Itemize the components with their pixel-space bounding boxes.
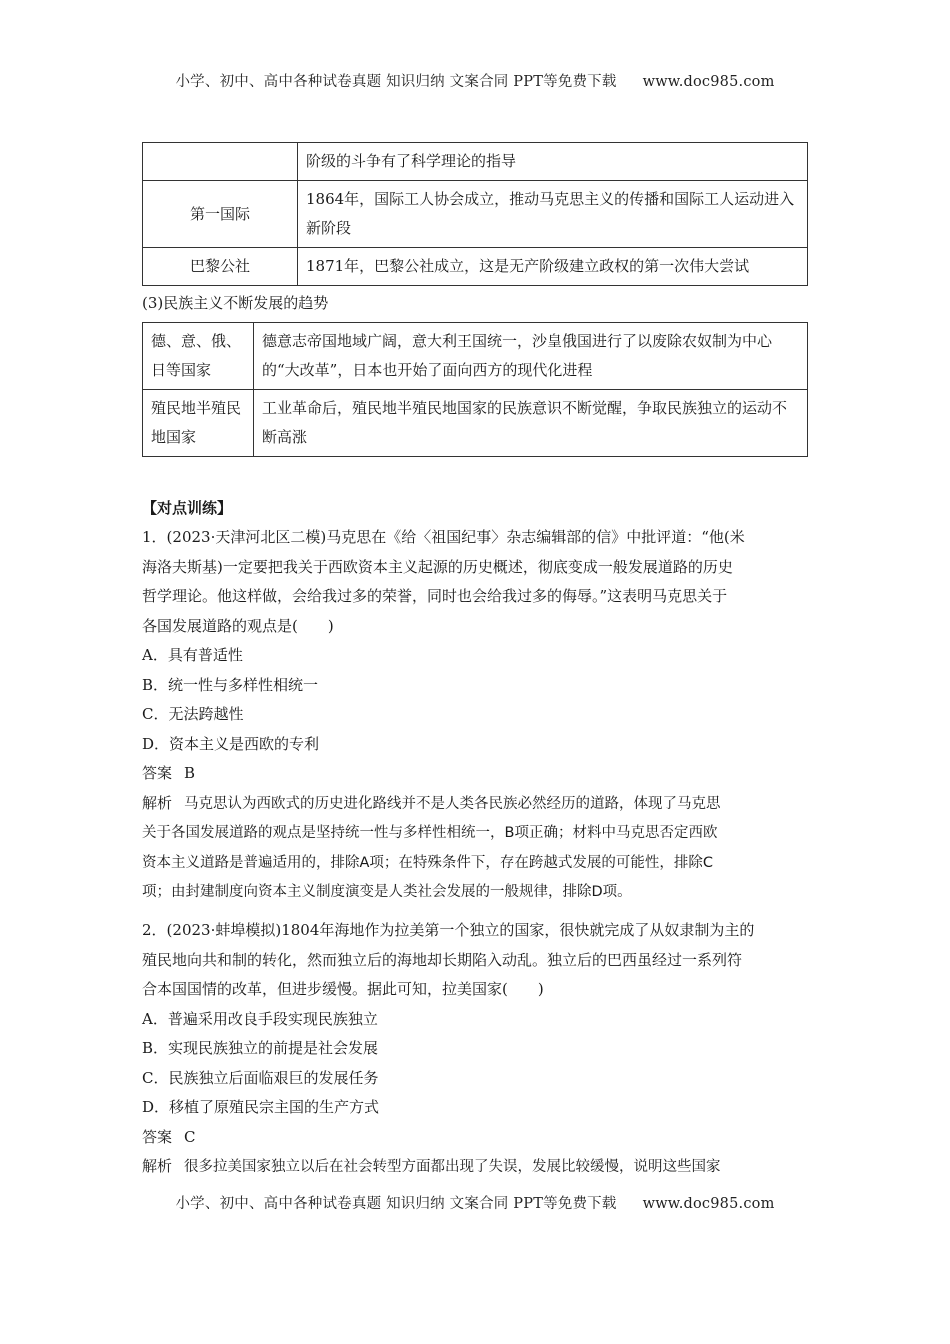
option-d: D．资本主义是西欧的专利 <box>142 734 320 753</box>
table-cell-content: 德意志帝国地域广阔，意大利王国统一，沙皇俄国进行了以废除农奴制为中心的“大改革”，日本也开始了面向西方的现代化进程 <box>254 323 808 390</box>
option-b: B．统一性与多样性相统一 <box>142 675 319 694</box>
option-d: D．移植了原殖民宗主国的生产方式 <box>142 1098 380 1116</box>
section-title: (3)民族主义不断发展的趋势 <box>142 294 329 312</box>
question-stem-line: 哲学理论。他这样做，会给我过多的荣誉，同时也会给我过多的侮辱。”这表明马克思关于 <box>142 587 728 605</box>
table-cell-label: 巴黎公社 <box>143 248 298 286</box>
option-c: C．民族独立后面临艰巨的发展任务 <box>142 1068 379 1087</box>
table-cell-content: 工业革命后，殖民地半殖民地国家的民族意识不断觉醒，争取民族独立的运动不断高涨 <box>254 390 808 457</box>
table-row <box>143 248 808 286</box>
analysis-label: 解析 <box>142 793 173 812</box>
table-row <box>143 323 808 390</box>
workers-movement-table <box>142 142 808 286</box>
table-cell-content: 1864年，国际工人协会成立，推动马克思主义的传播和国际工人运动进入新阶段 <box>298 181 808 248</box>
question-stem-line: 海洛夫斯基)一定要把我关于西欧资本主义起源的历史概述，彻底变成一般发展道路的历史 <box>142 557 733 576</box>
analysis-text: 很多拉美国家独立以后在社会转型方面都出现了失误，发展比较缓慢，说明这些国家 <box>184 1159 721 1175</box>
option-a: A．具有普适性 <box>142 646 243 664</box>
analysis-label: 解析 <box>142 1157 173 1175</box>
answer-line <box>142 1123 812 1153</box>
analysis-text: 关于各国发展道路的观点是坚持统一性与多样性相统一，B项正确；材料中马克思否定西欧 <box>142 825 718 841</box>
question-stem-line: 1．(2023·天津河北区二模)马克思在《给〈祖国纪事〉杂志编辑部的信》中批评道：“他(米 <box>142 528 745 546</box>
table-cell-content: 阶级的斗争有了科学理论的指导 <box>298 143 808 181</box>
table-row <box>143 181 808 248</box>
table-cell-label <box>143 143 298 181</box>
answer-value: B <box>184 764 196 782</box>
nationalism-table <box>142 322 808 457</box>
table-cell-label: 第一国际 <box>143 181 298 248</box>
answer-label: 答案 <box>142 1127 173 1146</box>
table-row <box>143 390 808 457</box>
table-cell-label: 德、意、俄、日等国家 <box>143 323 254 390</box>
footer-url: www.doc985.com <box>642 1196 775 1212</box>
analysis-text: 资本主义道路是普遍适用的，排除A项；在特殊条件下，存在跨越式发展的可能性，排除C <box>142 854 714 871</box>
question-1 <box>142 523 812 908</box>
analysis-text: 马克思认为西欧式的历史进化路线并不是人类各民族必然经历的道路，体现了马克思 <box>184 795 721 812</box>
analysis-line <box>142 789 812 820</box>
table-row <box>143 143 808 181</box>
option-c: C．无法跨越性 <box>142 705 244 723</box>
answer-label: 答案 <box>142 764 173 782</box>
question-stem-line: 2．(2023·蚌埠模拟)1804年海地作为拉美第一个独立的国家，很快就完成了从奴隶制为主的 <box>142 921 755 939</box>
question-2 <box>142 916 812 1183</box>
analysis-text: 项；由封建制度向资本主义制度演变是人类社会发展的一般规律，排除D项。 <box>142 884 632 900</box>
option-b: B．实现民族独立的前提是社会发展 <box>142 1039 379 1057</box>
question-stem-line: 殖民地向共和制的转化，然而独立后的海地却长期陷入动乱。独立后的巴西虽经过一系列符 <box>142 950 743 969</box>
answer-value: C <box>184 1127 196 1146</box>
question-stem-line: 合本国国情的改革，但进步缓慢。据此可知，拉美国家( ) <box>142 980 544 998</box>
header-url: www.doc985.com <box>642 74 775 90</box>
answer-line <box>142 759 812 789</box>
analysis-line <box>142 1152 812 1183</box>
page-header <box>0 70 950 91</box>
option-a: A．普遍采用改良手段实现民族独立 <box>142 1009 378 1028</box>
question-stem-line: 各国发展道路的观点是( ) <box>142 616 334 635</box>
table-cell-content: 1871年，巴黎公社成立，这是无产阶级建立政权的第一次伟大尝试 <box>298 248 808 286</box>
training-title: 【对点训练】 <box>142 499 233 517</box>
header-text: 小学、初中、高中各种试卷真题 知识归纳 文案合同 PPT等免费下载 <box>175 74 617 90</box>
footer-text: 小学、初中、高中各种试卷真题 知识归纳 文案合同 PPT等免费下载 <box>175 1196 617 1212</box>
table-cell-label: 殖民地半殖民地国家 <box>143 390 254 457</box>
page-footer <box>0 1192 950 1213</box>
